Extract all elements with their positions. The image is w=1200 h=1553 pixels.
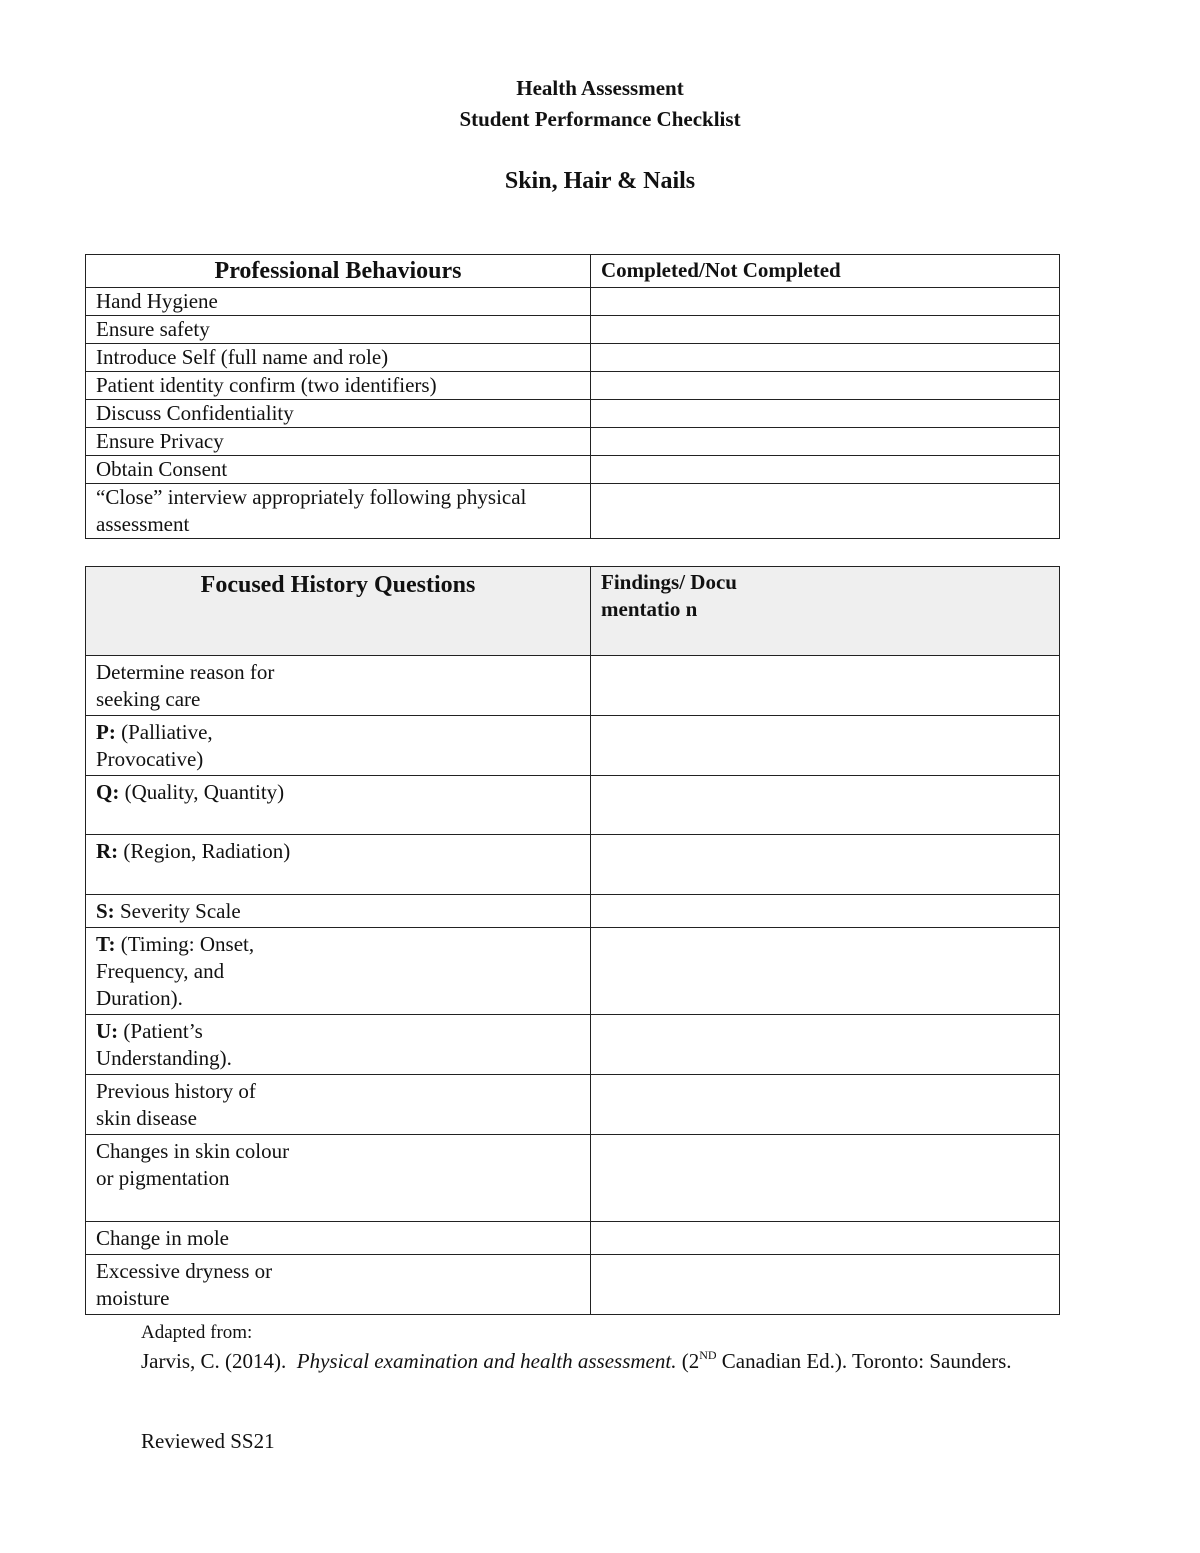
- table-row: [86, 716, 1060, 776]
- history-question: [86, 835, 591, 895]
- pqrstu-prefix: U:: [96, 1019, 119, 1043]
- doc-heading-line2: Student Performance Checklist: [459, 107, 741, 131]
- history-question-text: [96, 1258, 296, 1312]
- history-question: [86, 1255, 591, 1315]
- table-row: [86, 288, 1060, 316]
- reviewed-note: Reviewed SS21: [141, 1429, 275, 1453]
- behaviour-label: Ensure Privacy: [86, 428, 591, 456]
- history-question-text: [96, 931, 296, 1012]
- history-question: [86, 776, 591, 835]
- table-row: [86, 1255, 1060, 1315]
- findings-cell[interactable]: [591, 1255, 1060, 1315]
- history-question: [86, 1075, 591, 1135]
- pqrstu-prefix: P:: [96, 720, 116, 744]
- behaviour-label: “Close” interview appropriately following physical assessment: [86, 484, 591, 539]
- completion-cell[interactable]: [591, 456, 1060, 484]
- table-row: [86, 835, 1060, 895]
- completion-cell[interactable]: [591, 288, 1060, 316]
- history-question-label: (Quality, Quantity): [124, 780, 285, 804]
- history-question: [86, 928, 591, 1015]
- history-question-text: [96, 779, 296, 806]
- table-row: [86, 1015, 1060, 1075]
- table-row: [86, 400, 1060, 428]
- history-question: [86, 716, 591, 776]
- behaviour-label: Obtain Consent: [86, 456, 591, 484]
- history-question-label: Excessive dryness or moisture: [96, 1259, 273, 1310]
- citation: [141, 1347, 1041, 1376]
- history-question-text: [96, 898, 396, 925]
- history-question-text: [96, 659, 296, 713]
- focused-history-rows: [86, 656, 1060, 1315]
- adapted-from-label: Adapted from:: [141, 1322, 253, 1343]
- table-row: [86, 428, 1060, 456]
- completion-cell[interactable]: [591, 400, 1060, 428]
- focused-history-table: [85, 566, 1060, 1315]
- professional-behaviours-table: [85, 254, 1060, 539]
- reference-block: [141, 1318, 1041, 1376]
- table-header-row: [86, 255, 1060, 288]
- findings-cell[interactable]: [591, 776, 1060, 835]
- table-row: [86, 776, 1060, 835]
- history-question-text: [96, 1225, 396, 1252]
- history-question-label: (Palliative, Provocative): [96, 720, 213, 771]
- completion-cell[interactable]: [591, 428, 1060, 456]
- behaviour-label: Introduce Self (full name and role): [86, 344, 591, 372]
- findings-cell[interactable]: [591, 895, 1060, 928]
- history-question-label: Changes in skin colour or pigmentation: [96, 1139, 290, 1190]
- findings-cell[interactable]: [591, 1135, 1060, 1222]
- table-row: [86, 895, 1060, 928]
- history-question: [86, 1135, 591, 1222]
- history-question: [86, 1222, 591, 1255]
- history-question: [86, 656, 591, 716]
- findings-cell[interactable]: [591, 656, 1060, 716]
- table-row: [86, 316, 1060, 344]
- findings-cell[interactable]: [591, 716, 1060, 776]
- citation-edition-sup: ND: [699, 1348, 717, 1362]
- table-row: [86, 484, 1060, 539]
- citation-author: Jarvis, C. (2014).: [141, 1349, 287, 1373]
- column-header: Professional Behaviours: [86, 255, 591, 288]
- table-row: [86, 928, 1060, 1015]
- doc-title: Skin, Hair & Nails: [504, 168, 696, 194]
- history-question-label: (Region, Radiation): [123, 839, 291, 863]
- behaviour-label: Patient identity confirm (two identifiers): [86, 372, 591, 400]
- history-question: [86, 1015, 591, 1075]
- column-header: Focused History Questions: [86, 567, 591, 656]
- history-question-label: Determine reason for seeking care: [96, 660, 275, 711]
- citation-edition-rest: Canadian Ed.). Toronto: Saunders.: [721, 1349, 1012, 1373]
- table-row: [86, 372, 1060, 400]
- table-row: [86, 1075, 1060, 1135]
- doc-heading-line1: Health Assessment: [516, 76, 684, 100]
- history-question-text: [96, 719, 296, 773]
- column-header: [591, 567, 1060, 656]
- history-question-label: (Patient’s Understanding).: [96, 1019, 232, 1070]
- pqrstu-prefix: S:: [96, 899, 115, 923]
- findings-cell[interactable]: [591, 835, 1060, 895]
- findings-cell[interactable]: [591, 1075, 1060, 1135]
- history-question-label: Change in mole: [96, 1226, 229, 1250]
- history-question-text: [96, 1138, 296, 1192]
- behaviour-label: Discuss Confidentiality: [86, 400, 591, 428]
- table-row: [86, 456, 1060, 484]
- completion-cell[interactable]: [591, 316, 1060, 344]
- findings-cell[interactable]: [591, 1222, 1060, 1255]
- table-row: [86, 344, 1060, 372]
- history-question-text: [96, 1018, 296, 1072]
- completion-cell[interactable]: [591, 344, 1060, 372]
- findings-cell[interactable]: [591, 928, 1060, 1015]
- history-question: [86, 895, 591, 928]
- history-question-label: Previous history of skin disease: [96, 1079, 256, 1130]
- pqrstu-prefix: T:: [96, 932, 116, 956]
- history-question-text: [96, 838, 296, 865]
- behaviour-label: Ensure safety: [86, 316, 591, 344]
- pqrstu-prefix: Q:: [96, 780, 120, 804]
- history-question-label: Severity Scale: [119, 899, 241, 923]
- table-row: [86, 656, 1060, 716]
- pqrstu-prefix: R:: [96, 839, 119, 863]
- findings-header-text: Findings/ Documentatio n: [601, 570, 737, 621]
- citation-edition-open: (2: [681, 1349, 700, 1373]
- completion-cell[interactable]: [591, 372, 1060, 400]
- findings-cell[interactable]: [591, 1015, 1060, 1075]
- table-row: [86, 1135, 1060, 1222]
- completion-cell[interactable]: [591, 484, 1060, 539]
- history-question-text: [96, 1078, 296, 1132]
- table-row: [86, 1222, 1060, 1255]
- table-header-row: [86, 567, 1060, 656]
- column-header: Completed/Not Completed: [591, 255, 1060, 288]
- history-question-label: (Timing: Onset, Frequency, and Duration).: [96, 932, 255, 1010]
- citation-book-title: Physical examination and health assessment.: [296, 1349, 677, 1373]
- behaviour-label: Hand Hygiene: [86, 288, 591, 316]
